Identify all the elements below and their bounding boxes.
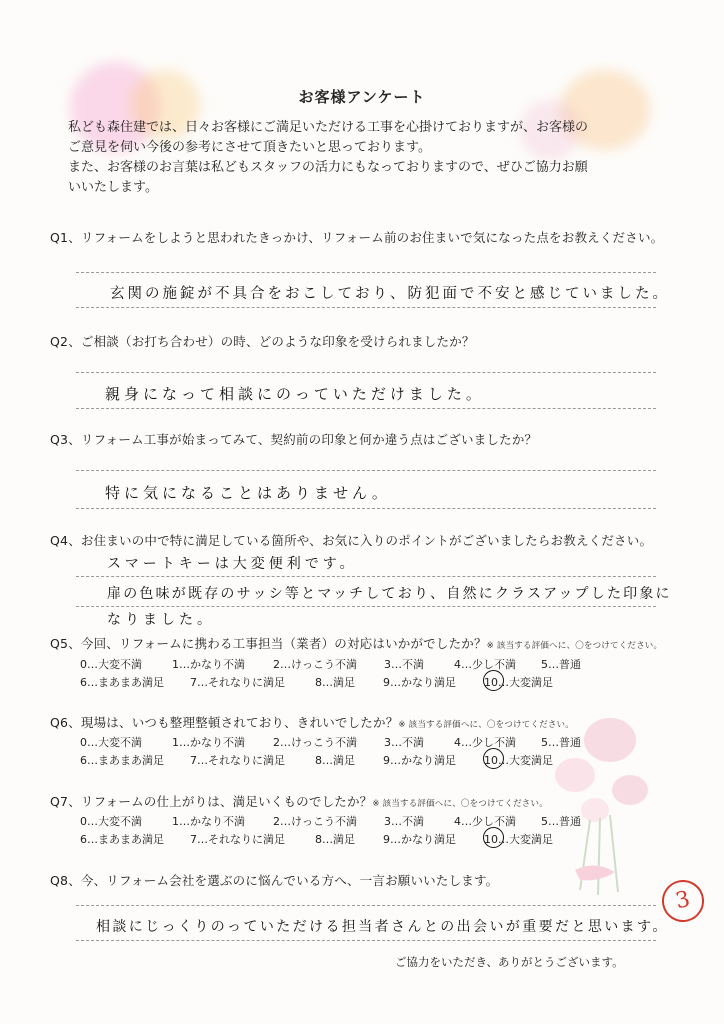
rating-option[interactable]: 2…けっこう不満 — [273, 658, 357, 671]
rating-option[interactable]: 4…少し不満 — [454, 658, 516, 671]
answer-q1: 玄関の施錠が不具合をおこしており、防犯面で不安と感じていました。 — [110, 286, 670, 302]
question-q5-text: Q5、今回、リフォームに携わる工事担当（業者）の対応はいかがでしたか？ — [50, 636, 487, 651]
question-q7 — [50, 792, 548, 810]
page-title: お客様アンケート — [298, 88, 426, 106]
question-q8: Q8、今、リフォーム会社を選ぶのに悩んでいる方へ、一言お願いいたします。 — [50, 873, 499, 888]
rating-option[interactable]: 8…満足 — [315, 833, 355, 846]
rating-option[interactable]: 0…大変不満 — [80, 658, 142, 671]
rating-option[interactable]: 6…まあまあ満足 — [80, 833, 164, 846]
intro-line: ご意見を伺い今後の参考にさせて頂きたいと思っております。 — [68, 140, 431, 155]
answer-q3: 特に気になることはありません。 — [105, 484, 391, 502]
answer-line — [76, 408, 656, 409]
rating-option[interactable]: 9…かなり満足 — [383, 676, 456, 689]
rating-option[interactable]: 1…かなり不満 — [172, 815, 245, 828]
rating-option[interactable]: 4…少し不満 — [454, 815, 516, 828]
rating-option[interactable]: 5…普通 — [541, 736, 581, 749]
answer-line — [76, 307, 656, 308]
rating-option[interactable]: 3…不満 — [384, 815, 424, 828]
answer-q4-line2: 扉の色味が既存のサッシ等とマッチしており、自然にクラスアップした印象に — [107, 586, 672, 602]
rating-option-selected[interactable]: 10…大変満足 — [484, 833, 553, 846]
selection-circle — [483, 748, 504, 769]
answer-line — [76, 940, 656, 941]
rating-option[interactable]: 5…普通 — [541, 658, 581, 671]
rating-option[interactable]: 6…まあまあ満足 — [80, 676, 164, 689]
selection-circle — [483, 670, 504, 691]
answer-line — [76, 905, 656, 906]
question-q1: Q1、リフォームをしようと思われたきっかけ、リフォーム前のお住まいで気になった点をお教えください。 — [50, 230, 664, 245]
rating-option[interactable]: 3…不満 — [384, 736, 424, 749]
selection-circle — [483, 827, 504, 848]
answer-line — [76, 372, 656, 373]
question-q7-note: ※ 該当する評価へに、〇をつけてください。 — [372, 799, 548, 809]
rating-option-selected[interactable]: 10…大変満足 — [484, 676, 553, 689]
rating-option[interactable]: 8…満足 — [315, 676, 355, 689]
answer-line — [76, 508, 656, 509]
rating-option-selected[interactable]: 10…大変満足 — [484, 754, 553, 767]
rating-option[interactable]: 1…かなり不満 — [172, 736, 245, 749]
intro-text — [68, 118, 588, 198]
rating-option[interactable]: 0…大変不満 — [80, 815, 142, 828]
intro-line: また、お客様のお言葉は私どもスタッフの活力にもなっておりますので、ぜひご協力お願 — [68, 160, 588, 175]
rating-option[interactable]: 2…けっこう不満 — [273, 815, 357, 828]
rating-option[interactable]: 1…かなり不満 — [172, 658, 245, 671]
rating-option[interactable]: 0…大変不満 — [80, 736, 142, 749]
answer-q2: 親身になって相談にのっていただけました。 — [105, 385, 485, 403]
question-q3: Q3、リフォーム工事が始まってみて、契約前の印象と何か違う点はございましたか？ — [50, 432, 538, 447]
rating-option[interactable]: 7…それなりに満足 — [190, 754, 285, 767]
answer-line — [76, 606, 656, 607]
intro-line: 私ども森住建では、日々お客様にご満足いただける工事を心掛けておりますが、お客様の — [68, 120, 589, 135]
rating-option[interactable]: 2…けっこう不満 — [273, 736, 357, 749]
rating-option[interactable]: 5…普通 — [541, 815, 581, 828]
rating-option[interactable]: 9…かなり満足 — [383, 833, 456, 846]
answer-line — [76, 470, 656, 471]
question-q4: Q4、お住まいの中で特に満足している箇所や、お気に入りのポイントがございましたらお教えください。 — [50, 533, 653, 548]
answer-line — [76, 576, 656, 577]
question-q6-note: ※ 該当する評価へに、〇をつけてください。 — [398, 720, 574, 730]
question-q5-note: ※ 該当する評価へに、〇をつけてください。 — [486, 641, 663, 651]
answer-line — [76, 272, 656, 273]
rating-option[interactable]: 3…不満 — [384, 658, 424, 671]
intro-line: いいたします。 — [68, 180, 158, 195]
question-q5 — [50, 634, 662, 652]
stamp-number: 3 — [673, 886, 693, 915]
question-q6-text: Q6、現場は、いつも整理整頓されており、きれいでしたか？ — [50, 715, 399, 730]
rating-option[interactable]: 6…まあまあ満足 — [80, 754, 164, 767]
answer-q4-line3: なりました。 — [107, 612, 215, 628]
rating-option[interactable]: 4…少し不満 — [454, 736, 516, 749]
rating-option[interactable]: 9…かなり満足 — [383, 754, 456, 767]
question-q6 — [50, 713, 574, 731]
rating-option[interactable]: 7…それなりに満足 — [190, 676, 285, 689]
question-q7-text: Q7、リフォームの仕上がりは、満足いくものでしたか？ — [50, 794, 373, 809]
answer-q8: 相談にじっくりのっていただける担当者さんとの出会いが重要だと思います。 — [96, 919, 669, 935]
closing-text: ご協力をいただき、ありがとうございます。 — [395, 955, 624, 969]
rating-option[interactable]: 7…それなりに満足 — [190, 833, 285, 846]
question-q2: Q2、ご相談（お打ち合わせ）の時、どのような印象を受けられましたか？ — [50, 334, 475, 349]
answer-q4-line1: スマートキーは大変便利です。 — [107, 556, 358, 572]
rating-option[interactable]: 8…満足 — [315, 754, 355, 767]
